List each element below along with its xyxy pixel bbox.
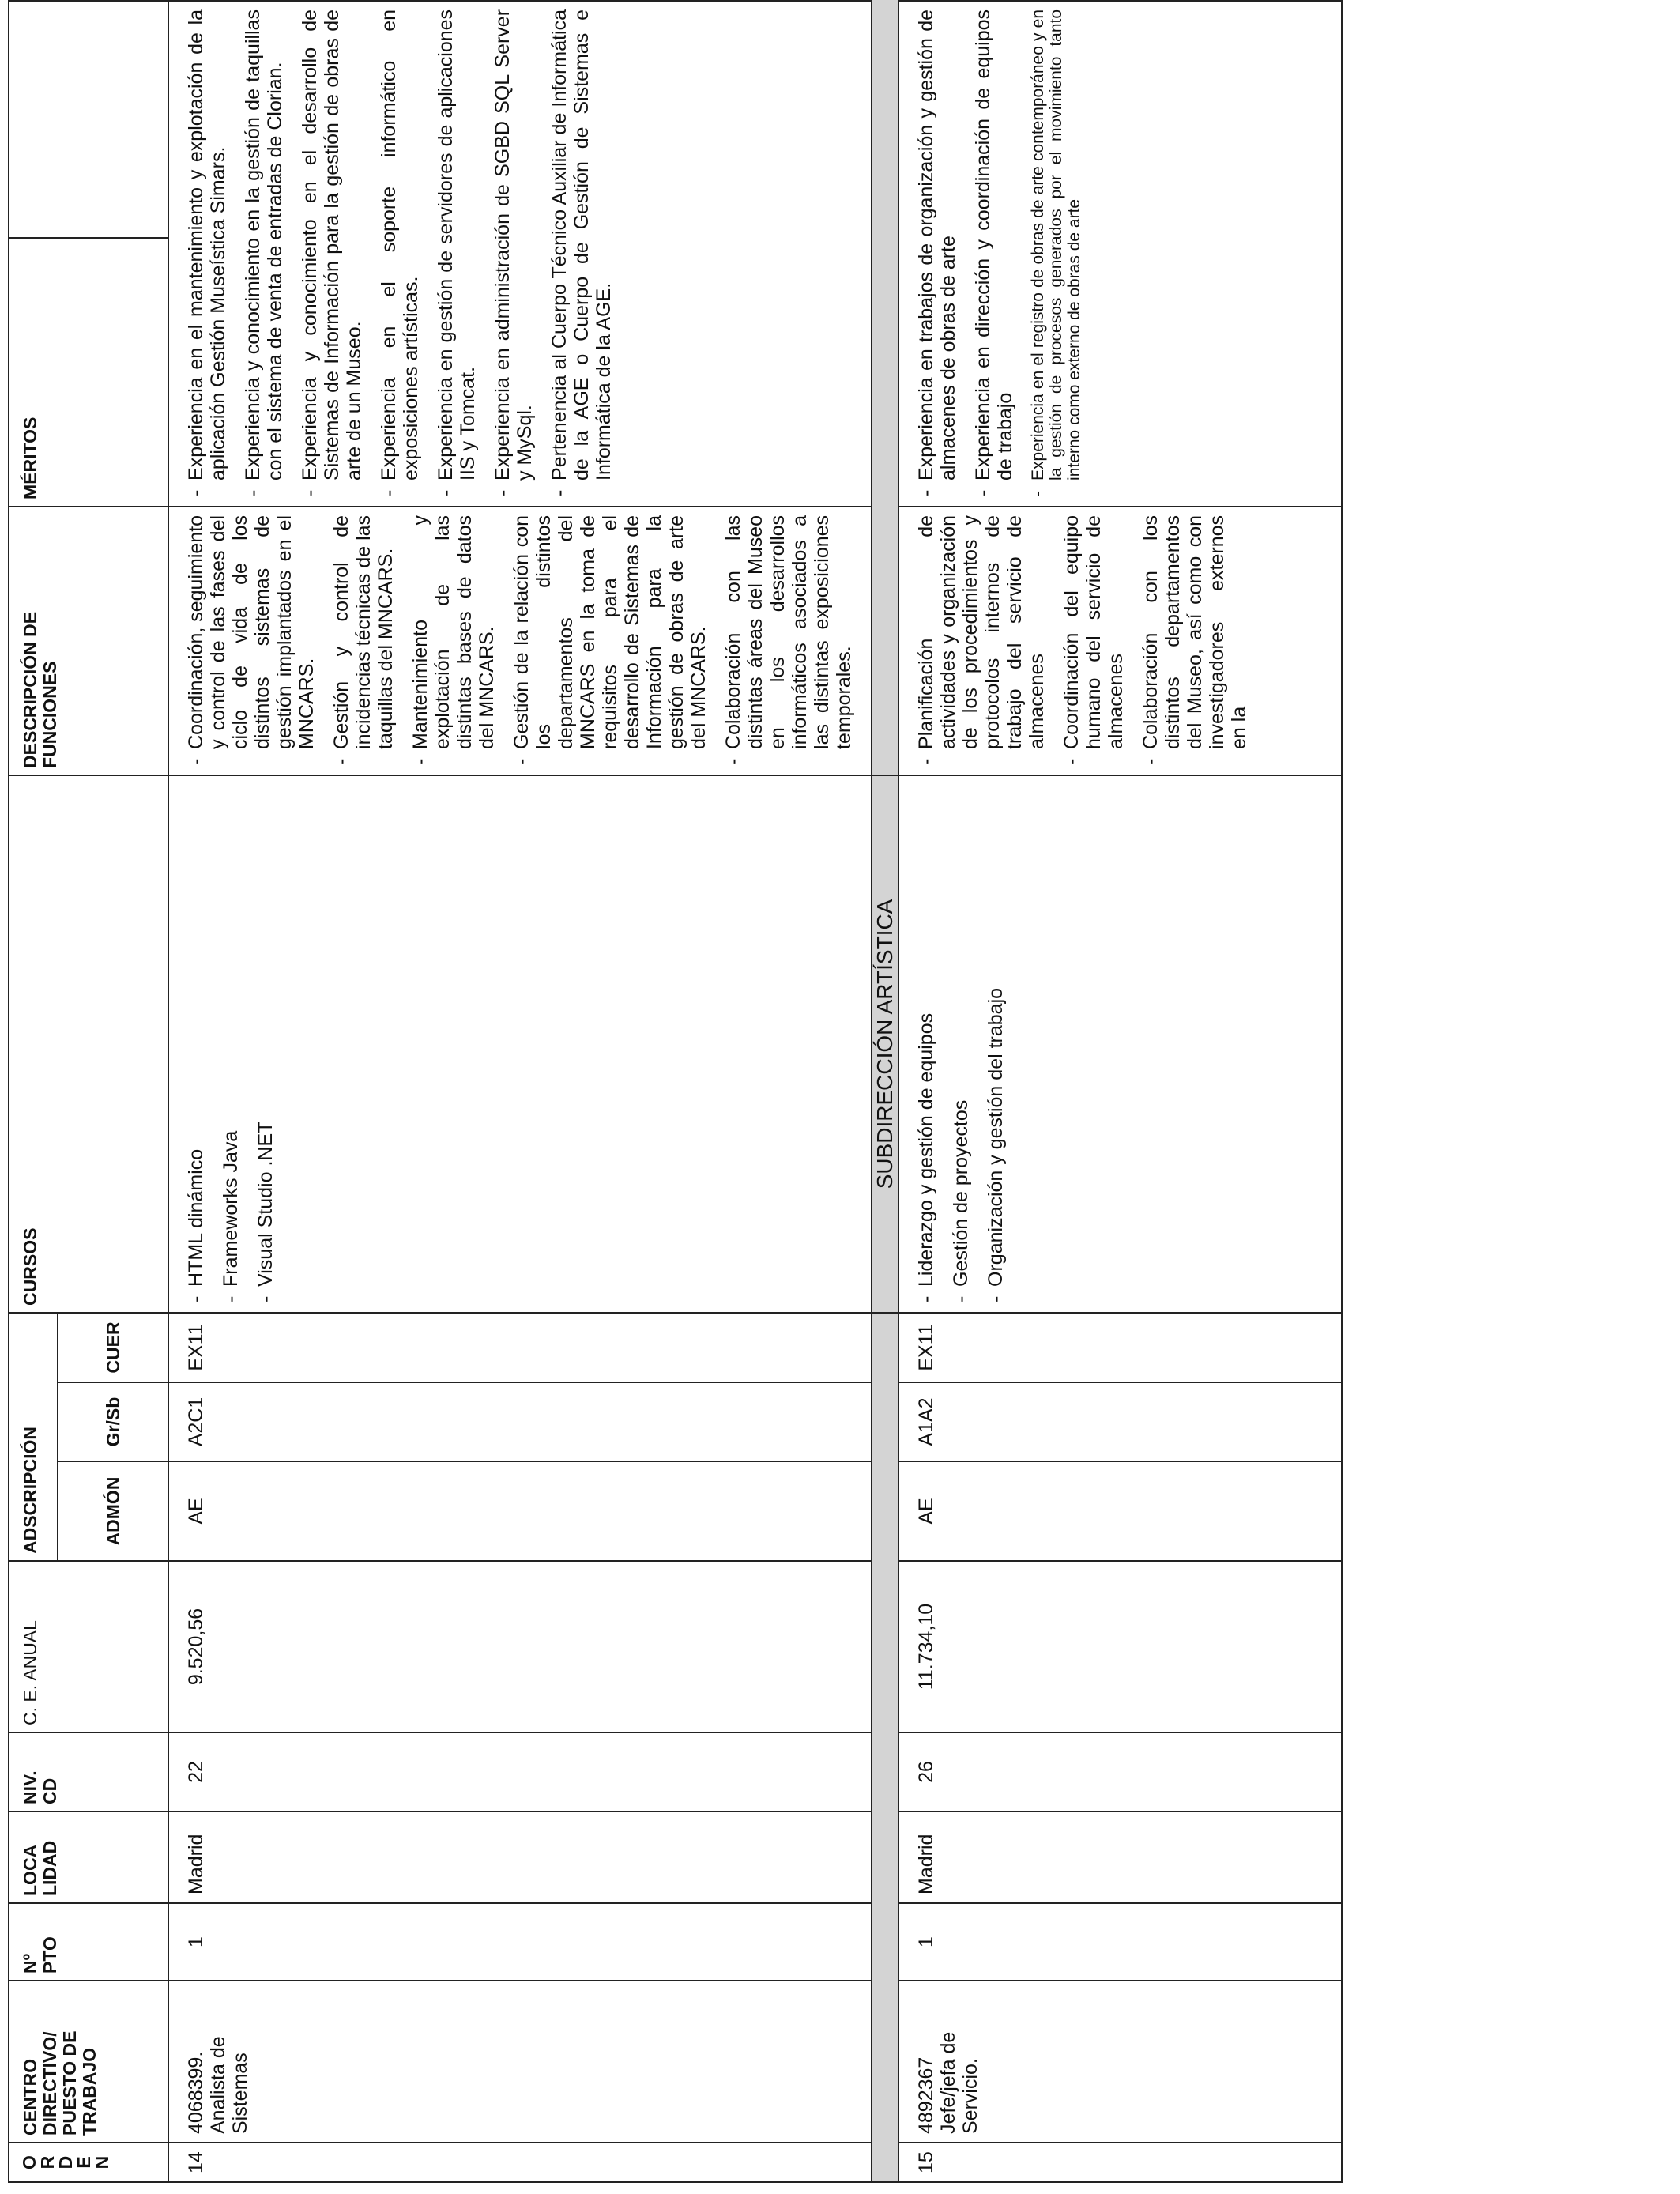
merito-item: - Experiencia en el registro de obras de arte contemporáneo y en la gestión de procesos generados por el movimiento tanto interno como externo de obras de arte bbox=[1029, 9, 1083, 498]
ce-anual-cell: 9.520,56 bbox=[168, 1561, 872, 1732]
curso-item: - Organización y gestión del trabajo bbox=[985, 784, 1007, 1304]
puntos-cell bbox=[168, 0, 872, 1]
cuer-cell: EX11 bbox=[898, 1313, 1342, 1382]
funcion-item: - Gestión de la relación con los distintos departamentos del MNCARS en la toma de requisitos para el desarrollo de Sistemas de Información para la gestión de obras de arte del MNCARS. bbox=[510, 515, 710, 767]
localidad-header: LOCA LIDAD bbox=[9, 1811, 168, 1903]
cursos-list bbox=[915, 784, 1007, 1304]
meritos-list bbox=[185, 9, 615, 498]
merito-item: - Experiencia en gestión de servidores de aplicaciones IIS y Tomcat. bbox=[435, 9, 479, 498]
cursos-header: CURSOS bbox=[9, 775, 168, 1313]
orden-header bbox=[9, 2143, 168, 2182]
meritos-list-small bbox=[1029, 9, 1083, 498]
nivel-cd-cell: 22 bbox=[168, 1732, 872, 1811]
gr-sb-cell: A1A2 bbox=[898, 1382, 1342, 1461]
localidad-cell: Madrid bbox=[898, 1811, 1342, 1903]
orden-cell: 15 bbox=[898, 2143, 1342, 2182]
funcion-item: - Colaboración con los distintos departamentos del Museo, así como con investigadores externos en la bbox=[1139, 515, 1250, 767]
gr-sb-cell: A2C1 bbox=[168, 1382, 872, 1461]
funcion-item: - Mantenimiento y explotación de las distintas bases de datos del MNCARS. bbox=[409, 515, 498, 767]
merito-item: - Experiencia en trabajos de organización y gestión de almacenes de obras de arte bbox=[915, 9, 959, 498]
num-pto-cell: 1 bbox=[898, 1903, 1342, 1981]
meritos-cell bbox=[168, 1, 872, 507]
orden-cell: 14 bbox=[168, 2143, 872, 2182]
cuer-cell: EX11 bbox=[168, 1313, 872, 1382]
funcion-item: - Gestión y control de incidencias técnicas de las taquillas del MNCARS. bbox=[330, 515, 397, 767]
curso-item: - Liderazgo y gestión de equipos bbox=[915, 784, 937, 1304]
funcion-item: - Coordinación, seguimiento y control de las fases del ciclo de vida de los distintos sistemas de gestión implantados en el MNCARS. bbox=[185, 515, 318, 767]
cuer-header: CUER bbox=[58, 1313, 168, 1382]
section-bar-row bbox=[872, 0, 898, 2182]
adscripcion-header: ADSCRIPCIÓN bbox=[9, 1313, 58, 1561]
table-row bbox=[168, 0, 872, 2182]
curso-item: - Gestión de proyectos bbox=[950, 784, 972, 1304]
funcion-item: - Planificación de actividades y organización de los procedimientos y protocolos internos de trabajo del servicio de almacenes bbox=[915, 515, 1048, 767]
orden-letter: N bbox=[92, 2155, 112, 2169]
descripcion-cell bbox=[168, 507, 872, 775]
cursos-cell bbox=[168, 775, 872, 1313]
orden-letter: D bbox=[55, 2155, 76, 2169]
localidad-cell: Madrid bbox=[168, 1811, 872, 1903]
meritos-cell bbox=[898, 1, 1342, 507]
meritos-header: MÉRITOS bbox=[9, 238, 168, 507]
num-pto-cell: 1 bbox=[168, 1903, 872, 1981]
puntos-header bbox=[9, 0, 168, 1]
merito-item: - Experiencia en el soporte informático en exposiciones artísticas. bbox=[378, 9, 422, 498]
merito-item: - Experiencia y conocimiento en la gestión de taquillas con el sistema de venta de entradas de Clorian. bbox=[242, 9, 286, 498]
gr-sb-header: Gr/Sb bbox=[58, 1382, 168, 1461]
descripcion-header: DESCRIPCIÓN DE FUNCIONES bbox=[9, 507, 168, 775]
puestos-table bbox=[8, 0, 1343, 2183]
curso-item: - Frameworks Java bbox=[220, 784, 242, 1304]
meritos-list bbox=[915, 9, 1016, 498]
descripcion-cell bbox=[898, 507, 1342, 775]
section-bar-right bbox=[872, 0, 898, 775]
nivel-cd-cell: 26 bbox=[898, 1732, 1342, 1811]
orden-letter: O bbox=[19, 2155, 40, 2169]
merito-item: - Experiencia y conocimiento en el desarrollo de Sistemas de Información para la gestión de obras de arte de un Museo. bbox=[299, 9, 365, 498]
ce-anual-cell: 11.734,10 bbox=[898, 1561, 1342, 1732]
cursos-cell bbox=[898, 775, 1342, 1313]
centro-cell: 4892367 Jefe/jefa de Servicio. bbox=[898, 1981, 1342, 2143]
centro-header: CENTRO DIRECTIVO/ PUESTO DE TRABAJO bbox=[9, 1981, 168, 2143]
admon-header: ADMÓN bbox=[58, 1461, 168, 1561]
curso-item: - HTML dinámico bbox=[185, 784, 207, 1304]
merito-item: - Pertenencia al Cuerpo Técnico Auxiliar de Informática de la AGE o Cuerpo de Gestión de Sistemas e Informática de la AGE. bbox=[548, 9, 615, 498]
merito-item: - Experiencia en el mantenimiento y explotación de la aplicación Gestión Museística Simars. bbox=[185, 9, 229, 498]
puntos-cell bbox=[898, 0, 1342, 1]
orden-letter: R bbox=[37, 2155, 58, 2169]
funcion-item: - Colaboración con las distintas áreas del Museo en los desarrollos informáticos asociados a las distintas exposiciones temporales. bbox=[722, 515, 855, 767]
table-row bbox=[898, 0, 1342, 2182]
funcion-item: - Coordinación del equipo humano del servicio de almacenes bbox=[1060, 515, 1127, 767]
merito-item: - Experiencia en administración de SGBD SQL Server y MySql. bbox=[492, 9, 536, 498]
num-pto-header: Nº PTO bbox=[9, 1903, 168, 1981]
descripcion-list bbox=[185, 515, 855, 767]
header-row bbox=[9, 0, 58, 2182]
nivel-cd-header: NIV. CD bbox=[9, 1732, 168, 1811]
section-bar-left bbox=[872, 1313, 898, 2182]
orden-letter: E bbox=[73, 2156, 94, 2169]
descripcion-list bbox=[915, 515, 1250, 767]
section-title: SUBDIRECCIÓN ARTÍSTICA bbox=[872, 775, 898, 1313]
meritos-extra-header bbox=[9, 1, 168, 238]
admon-cell: AE bbox=[898, 1461, 1342, 1561]
admon-cell: AE bbox=[168, 1461, 872, 1561]
cursos-list bbox=[185, 784, 277, 1304]
curso-item: - Visual Studio .NET bbox=[254, 784, 277, 1304]
merito-item: - Experiencia en dirección y coordinación de equipos de trabajo bbox=[972, 9, 1016, 498]
centro-cell: 4068399. Analista de Sistemas bbox=[168, 1981, 872, 2143]
ce-anual-header: C. E. ANUAL bbox=[9, 1561, 168, 1732]
